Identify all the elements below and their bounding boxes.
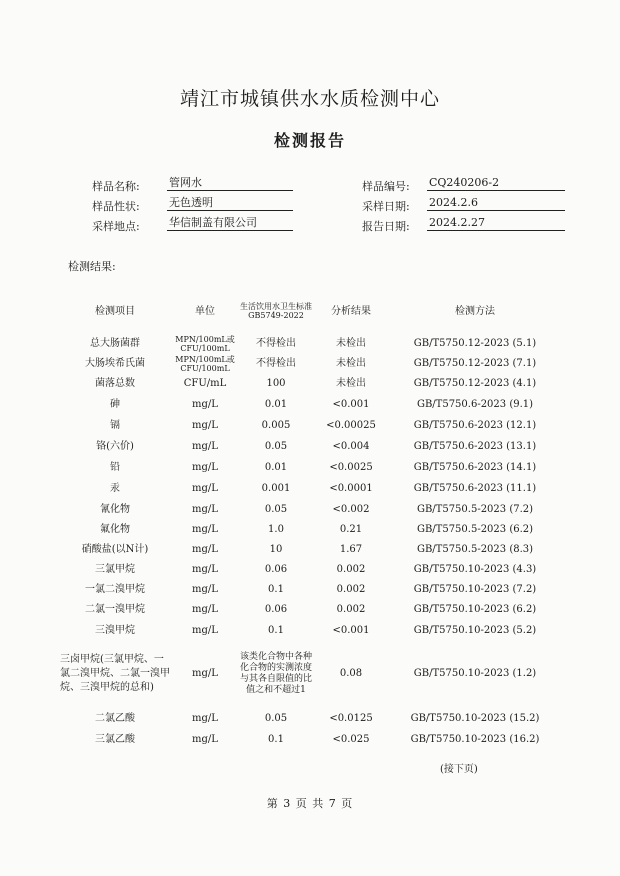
table-row: [60, 374, 560, 394]
cell-method: GB/T5750.10-2023 (5.2): [413, 624, 537, 636]
cell-item: 铬(六价): [96, 440, 134, 452]
cell-result: 未检出: [336, 358, 366, 369]
cell-unit: MPN/100mL或CFU/100mL: [175, 355, 235, 373]
cell-standard: 该类化合物中各种化合物的实测浓度与其各自限值的比值之和不超过1: [240, 652, 313, 695]
cell-unit: mg/L: [192, 734, 218, 745]
cell-result: <0.001: [332, 624, 370, 636]
cell-item: 菌落总数: [95, 378, 135, 389]
cell-unit: MPN/100mL或CFU/100mL: [175, 335, 235, 353]
sample-site-label: 采样地点:: [92, 220, 140, 233]
header-item: 检测项目: [95, 305, 135, 317]
sample-site-value: 华信制盖有限公司: [167, 216, 293, 231]
table-row: [60, 560, 560, 580]
cell-unit: CFU/mL: [183, 378, 227, 389]
cell-item: 铅: [110, 461, 120, 473]
table-row: [60, 600, 560, 620]
cell-item: 汞: [110, 482, 120, 494]
cell-method: GB/T5750.12-2023 (4.1): [413, 378, 537, 389]
cell-method: GB/T5750.10-2023 (15.2): [410, 712, 540, 724]
cell-standard: 不得检出: [256, 358, 296, 369]
cell-standard: 0.01: [264, 398, 288, 410]
cell-unit: mg/L: [192, 604, 218, 615]
table-row: [60, 415, 560, 436]
table-row: [60, 620, 560, 641]
cell-unit: mg/L: [192, 584, 218, 595]
cell-result: <0.004: [332, 440, 370, 452]
cell-method: GB/T5750.6-2023 (11.1): [413, 482, 537, 494]
sample-state-value: 无色透明: [167, 196, 293, 211]
sample-code-label: 样品编号:: [362, 180, 410, 193]
cell-item: 砷: [110, 398, 120, 410]
cell-unit: mg/L: [192, 440, 218, 452]
cell-standard: 1.0: [268, 524, 284, 535]
cell-unit: mg/L: [192, 419, 218, 431]
table-row: [60, 730, 560, 750]
cell-method: GB/T5750.10-2023 (6.2): [413, 604, 537, 615]
cell-unit: mg/L: [192, 564, 218, 575]
cell-standard: 不得检出: [256, 338, 296, 349]
cell-result: <0.0125: [329, 712, 373, 724]
cell-standard: 10: [269, 544, 283, 555]
cell-standard: 0.1: [268, 584, 284, 595]
table-row: [60, 436, 560, 457]
cell-unit: mg/L: [192, 461, 218, 473]
table-row: [60, 520, 560, 540]
cell-item: 镉: [110, 419, 120, 431]
cell-standard: 0.001: [261, 482, 291, 494]
sample-name-value: 管网水: [167, 176, 293, 191]
cell-item: 大肠埃希氏菌: [85, 358, 145, 369]
cell-item: 二氯乙酸: [95, 712, 135, 724]
cell-unit: mg/L: [192, 624, 218, 636]
cell-result: <0.001: [332, 398, 370, 410]
cell-item: 氟化物: [100, 524, 130, 535]
cell-method: GB/T5750.6-2023 (9.1): [416, 398, 534, 410]
table-row: [60, 707, 560, 730]
report-title: 检测报告: [273, 131, 346, 150]
cell-method: GB/T5750.6-2023 (14.1): [413, 461, 537, 473]
cell-unit: mg/L: [192, 503, 218, 515]
cell-standard: 0.1: [268, 734, 284, 745]
cell-standard: 100: [266, 378, 286, 389]
header-unit: 单位: [195, 305, 215, 317]
cell-item: 三溴甲烷: [95, 624, 135, 636]
cell-item: 三卤甲烷(三氯甲烷、一氯二溴甲烷、二氯一溴甲烷、三溴甲烷的总和): [60, 654, 170, 693]
cell-unit: mg/L: [192, 398, 218, 410]
cell-result: <0.002: [332, 503, 370, 515]
cell-result: 0.21: [339, 524, 363, 535]
table-row: [60, 540, 560, 560]
cell-method: GB/T5750.10-2023 (7.2): [413, 584, 537, 595]
cell-standard: 0.06: [264, 564, 288, 575]
report-date-label: 报告日期:: [362, 220, 410, 233]
table-row: [60, 580, 560, 600]
cell-method: GB/T5750.10-2023 (16.2): [410, 734, 540, 745]
table-row: [60, 394, 560, 415]
cell-standard: 0.06: [264, 604, 288, 615]
cell-result: <0.0025: [329, 461, 373, 473]
results-table: [60, 288, 560, 750]
cell-method: GB/T5750.5-2023 (8.3): [416, 544, 534, 555]
cell-result: <0.00025: [326, 419, 376, 431]
cell-standard: 0.05: [264, 440, 288, 452]
cell-method: GB/T5750.12-2023 (5.1): [413, 338, 537, 349]
cell-method: GB/T5750.12-2023 (7.1): [413, 358, 537, 369]
cell-unit: mg/L: [192, 544, 218, 555]
cell-item: 三氯乙酸: [95, 734, 135, 745]
cell-result: 未检出: [336, 378, 366, 389]
cell-result: <0.0001: [329, 482, 373, 494]
sample-code-value: CQ240206-2: [427, 176, 565, 191]
table-row: [60, 457, 560, 478]
cell-item: 一氯二溴甲烷: [85, 584, 145, 595]
table-row: [60, 354, 560, 374]
header-method: 检测方法: [455, 305, 495, 317]
table-row: [60, 499, 560, 520]
cell-result: 0.002: [336, 564, 366, 575]
cell-standard: 0.05: [264, 712, 288, 724]
cell-standard: 0.1: [268, 624, 284, 636]
continued-note: (接下页): [440, 764, 478, 775]
sample-name-label: 样品名称:: [92, 180, 140, 193]
cell-result: 0.08: [339, 668, 363, 679]
cell-method: GB/T5750.6-2023 (12.1): [413, 419, 537, 431]
cell-unit: mg/L: [192, 668, 218, 679]
cell-standard: 0.005: [261, 419, 291, 431]
cell-standard: 0.01: [264, 461, 288, 473]
cell-result: <0.025: [332, 734, 370, 745]
cell-unit: mg/L: [192, 482, 218, 494]
cell-standard: 0.05: [264, 503, 288, 515]
table-row: [60, 334, 560, 354]
cell-item: 硝酸盐(以N计): [81, 544, 149, 555]
cell-method: GB/T5750.5-2023 (7.2): [416, 503, 534, 515]
report-date-value: 2024.2.27: [427, 216, 565, 231]
header-result: 分析结果: [331, 305, 371, 317]
cell-method: GB/T5750.10-2023 (1.2): [413, 668, 537, 679]
cell-result: 0.002: [336, 584, 366, 595]
header-standard: 生活饮用水卫生标准GB5749-2022: [240, 302, 312, 320]
sample-date-label: 采样日期:: [362, 200, 410, 213]
cell-unit: mg/L: [192, 524, 218, 535]
cell-method: GB/T5750.5-2023 (6.2): [416, 524, 534, 535]
table-row: [60, 478, 560, 499]
cell-item: 三氯甲烷: [95, 564, 135, 575]
cell-item: 总大肠菌群: [90, 338, 140, 349]
sample-date-value: 2024.2.6: [427, 196, 565, 211]
sample-state-label: 样品性状:: [92, 200, 140, 213]
cell-item: 二氯一溴甲烷: [85, 604, 145, 615]
cell-result: 1.67: [339, 544, 363, 555]
org-title: 靖江市城镇供水水质检测中心: [179, 88, 440, 110]
cell-result: 未检出: [336, 338, 366, 349]
cell-result: 0.002: [336, 604, 366, 615]
table-row: [60, 641, 560, 707]
table-header-row: [60, 288, 560, 334]
cell-unit: mg/L: [192, 712, 218, 724]
results-heading: 检测结果:: [68, 260, 116, 273]
page-footer: 第 3 页 共 7 页: [266, 797, 354, 810]
cell-method: GB/T5750.6-2023 (13.1): [413, 440, 537, 452]
cell-method: GB/T5750.10-2023 (4.3): [413, 564, 537, 575]
cell-item: 氰化物: [100, 503, 130, 515]
